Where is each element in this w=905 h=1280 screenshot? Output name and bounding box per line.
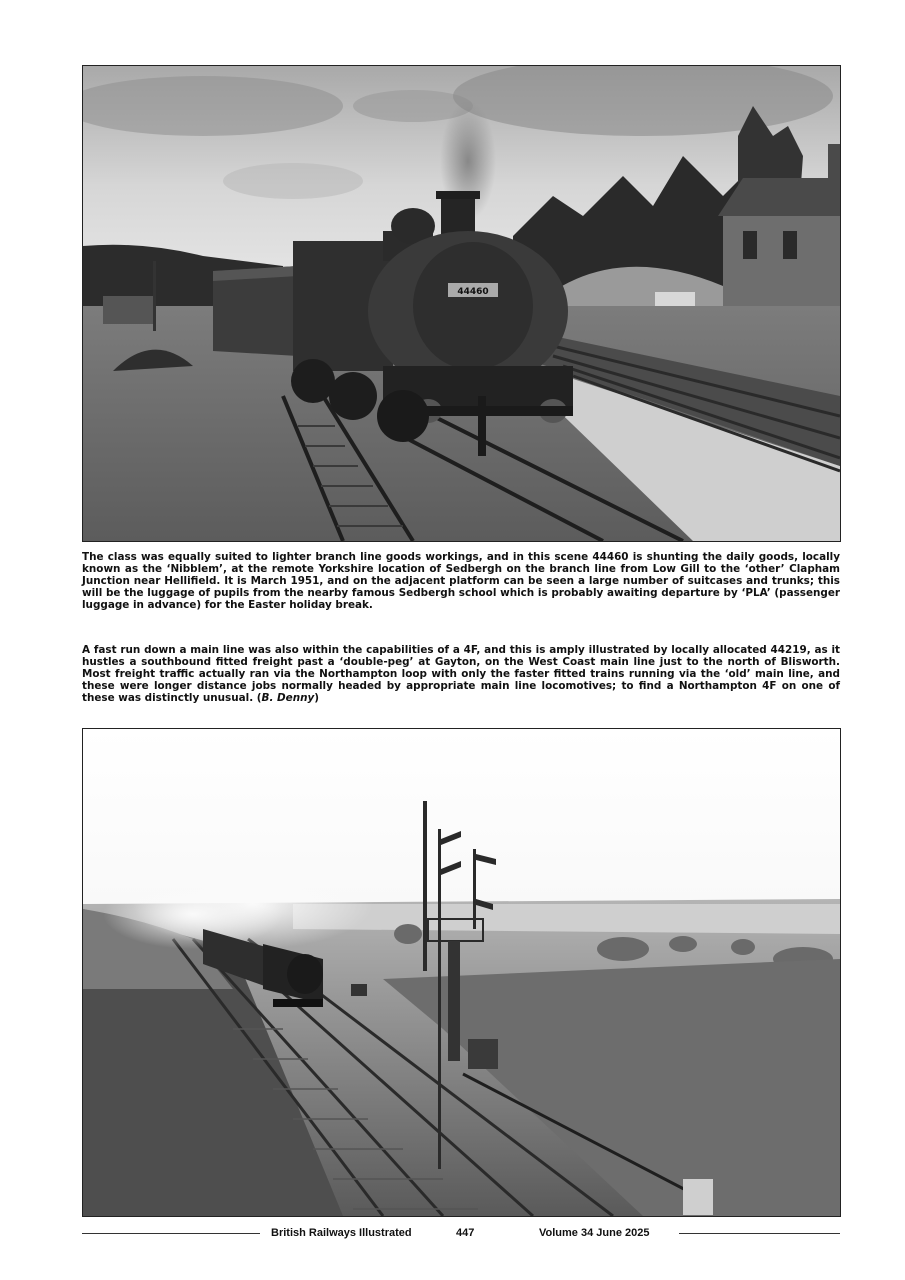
- smokebox-number-plate: 44460: [457, 287, 489, 297]
- footer-page-number: 447: [456, 1227, 475, 1239]
- caption-sedbergh: The class was equally suited to lighter branch line goods workings, and in this scene 44460 is shunting the daily goods, locally known as the ‘Nibblem’, at the remote Yorkshire location of Sedbergh on the branch line from Low Gill to the ‘other’ Clapham Junction near Hellifield. It is March 1951, and on the adjacent platform can be seen a large number of suitcases and trunks; this will be the luggage of pupils from the nearby famous Sedbergh school which is probably awaiting departure by ‘PLA’ (passenger luggage in advance) for the Easter holiday break.: [82, 551, 840, 611]
- credit-close-paren: ): [314, 691, 320, 704]
- footer-issue: Volume 34 June 2025: [539, 1227, 650, 1239]
- footer-publication: British Railways Illustrated: [271, 1227, 412, 1239]
- caption-gayton-text: A fast run down a main line was also within the capabilities of a 4F, and this is amply illustrated by locally allocated 44219, as it hustles a southbound fitted freight past a ‘double-peg’ at Gayton, on the West Coast main line just to the north of Blisworth. Most freight traffic actually ran via the Northampton loop with only the faster fitted trains running via the ‘old’ main line, and these were longer distance jobs normally headed by appropriate main line locomotives; to find a Northampton 4F on one of these was distinctly unusual.: [82, 644, 840, 704]
- photo-gayton-image: [83, 729, 840, 1216]
- photo-sedbergh-image: [83, 66, 840, 541]
- photo-credit: B. Denny: [261, 691, 315, 704]
- caption-gayton: [82, 645, 840, 705]
- photo-gayton-freight: [82, 728, 841, 1217]
- photo-sedbergh-shunting: [82, 65, 841, 542]
- footer-rule-left: [82, 1233, 260, 1234]
- footer-rule-right: [679, 1233, 840, 1234]
- page-footer: [82, 1226, 840, 1240]
- credit-open-paren: (: [256, 691, 262, 704]
